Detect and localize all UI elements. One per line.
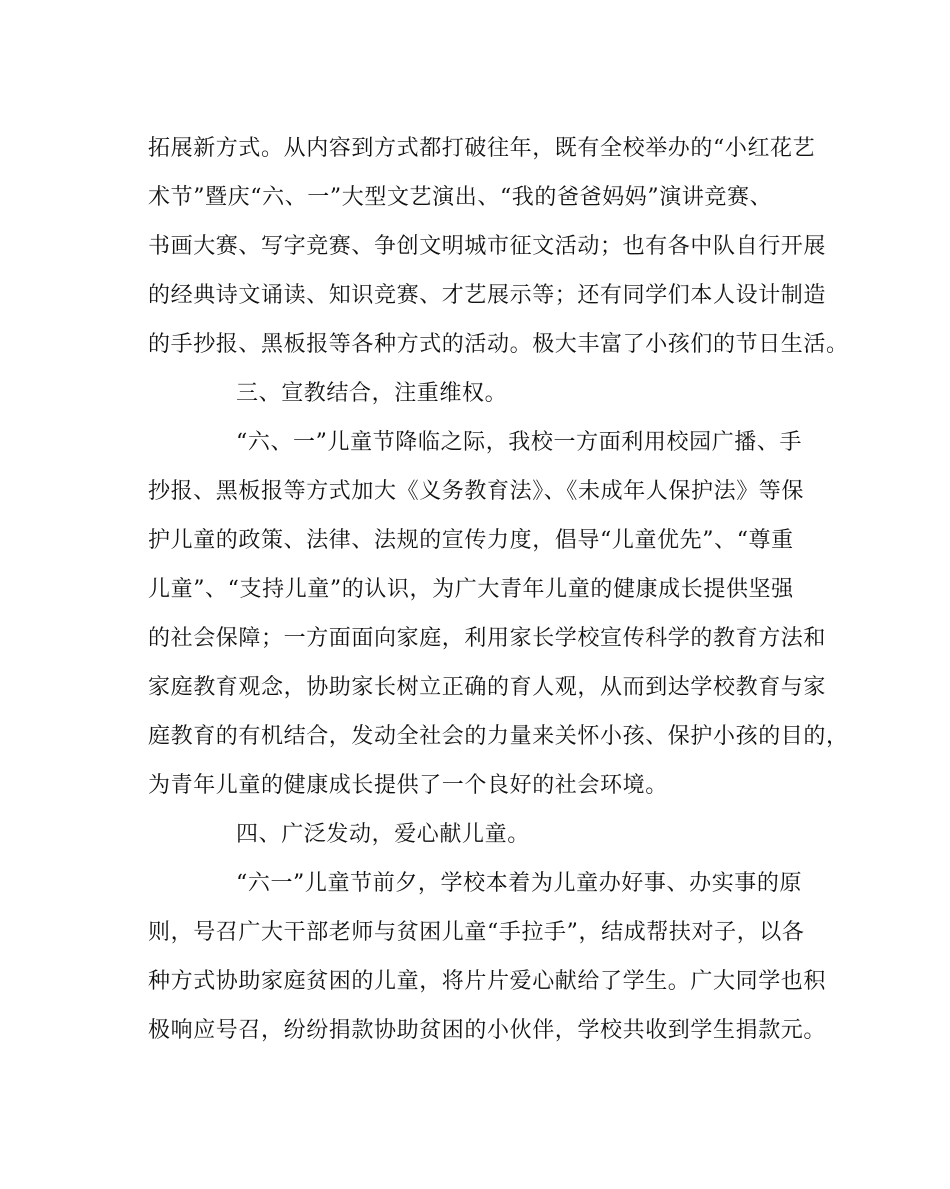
text-line: 的社会保障；一方面面向家庭，利用家长学校宣传科学的教育方法和 [148,626,827,651]
text-line: 儿童”、“支持儿童”的认识，为广大青年儿童的健康成长提供坚强 [148,577,794,602]
section-heading-3: 三、宣教结合，注重维权。 [236,381,508,406]
text-line: 拓展新方式。从内容到方式都打破往年，既有全校举办的“小红花艺 [148,136,816,161]
text-line: 护儿童的政策、法律、法规的宣传力度，倡导“儿童优先”、“尊重 [148,528,794,553]
paragraph-start: “六一”儿童节前夕，学校本着为儿童办好事、办实事的原 [236,871,803,896]
text-line: 为青年儿童的健康成长提供了一个良好的社会环境。 [148,773,668,798]
paragraph-start: “六、一”儿童节降临之际，我校一方面利用校园广播、手 [236,430,803,455]
text-line: 抄报、黑板报等方式加大《义务教育法》、《未成年人保护法》等保 [148,479,805,504]
text-line: 术节”暨庆“六、一”大型文艺演出、“我的爸爸妈妈”演讲竞赛、 [148,185,773,210]
text-line: 书画大赛、写字竞赛、争创文明城市征文活动；也有各中队自行开展 [148,234,827,259]
text-line: 家庭教育观念，协助家长树立正确的育人观，从而到达学校教育与家 [148,675,827,700]
document-body [148,124,849,1055]
text-line: 则，号召广大干部老师与贫困儿童“手拉手”，结成帮扶对子，以各 [148,920,805,945]
text-line: 的经典诗文诵读、知识竞赛、才艺展示等；还有同学们本人设计制造 [148,283,827,308]
section-heading-4: 四、广泛发动，爱心献儿童。 [236,822,530,847]
text-line: 庭教育的有机结合，发动全社会的力量来关怀小孩、保护小孩的目的， [148,724,849,749]
text-line: 的手抄报、黑板报等各种方式的活动。极大丰富了小孩们的节日生活。 [148,332,849,357]
text-line: 极响应号召，纷纷捐款协助贫困的小伙伴，学校共收到学生捐款元。 [148,1018,827,1043]
text-line: 种方式协助家庭贫困的儿童，将片片爱心献给了学生。广大同学也积 [148,969,827,994]
